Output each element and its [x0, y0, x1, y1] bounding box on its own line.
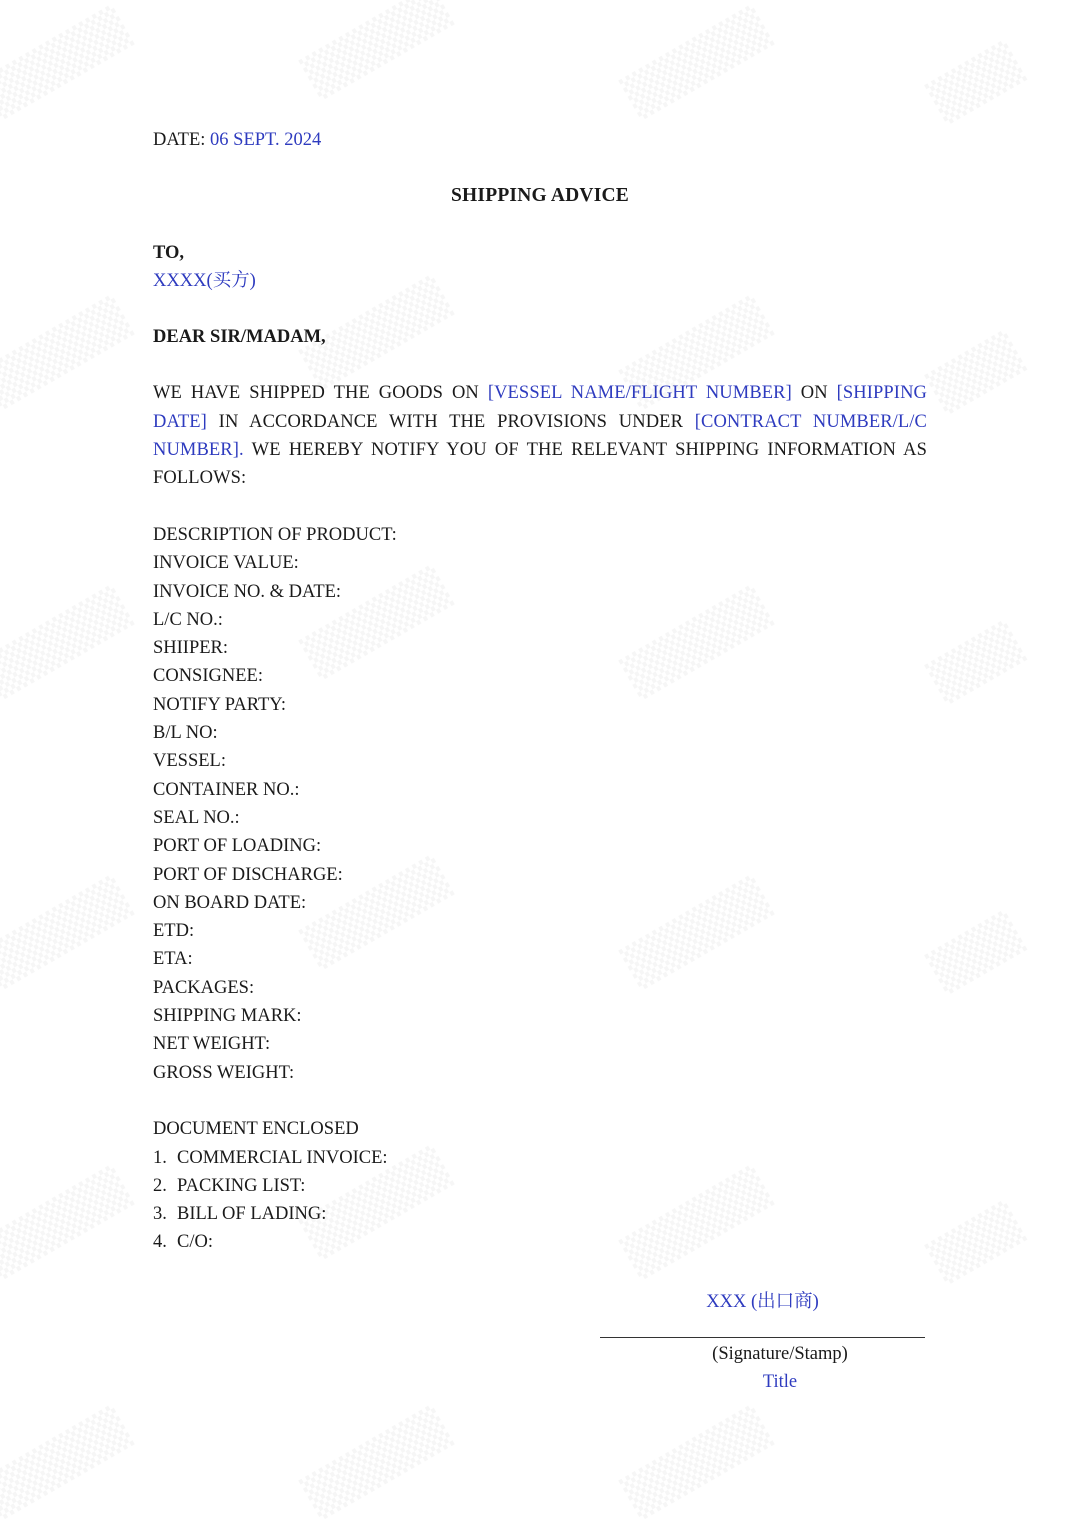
watermark-mark — [0, 1405, 135, 1522]
document-item-label: BILL OF LADING: — [177, 1204, 327, 1225]
watermark-mark — [925, 620, 1028, 706]
to-label: TO, — [153, 242, 185, 263]
watermark-mark — [619, 5, 775, 122]
field-port-of-loading: PORT OF LOADING: — [153, 836, 322, 857]
recipient-name: XXXX(买方) — [153, 270, 256, 291]
document-item — [153, 1144, 927, 1172]
shipping-fields-list — [153, 521, 927, 1087]
document-item-number: 4. — [153, 1232, 167, 1253]
field-description: DESCRIPTION OF PRODUCT: — [153, 524, 397, 545]
field-shipping-mark: SHIPPING MARK: — [153, 1006, 302, 1027]
watermark-mark — [0, 875, 135, 992]
watermark-mark — [925, 1200, 1028, 1286]
field-vessel: VESSEL: — [153, 751, 226, 772]
body-text-3: IN ACCORDANCE WITH THE PROVISIONS UNDER — [206, 411, 695, 432]
field-seal-no: SEAL NO.: — [153, 807, 240, 828]
signature-caption: (Signature/Stamp) — [712, 1344, 848, 1364]
document-item-label: COMMERCIAL INVOICE: — [177, 1147, 388, 1168]
date-value: 06 SEPT. 2024 — [210, 130, 322, 150]
letter-content — [153, 126, 927, 1257]
watermark-mark — [0, 1165, 135, 1282]
field-net-weight: NET WEIGHT: — [153, 1034, 271, 1055]
field-port-of-discharge: PORT OF DISCHARGE: — [153, 864, 343, 885]
document-item-number: 3. — [153, 1204, 167, 1225]
document-title: SHIPPING ADVICE — [451, 185, 629, 207]
date-label: DATE: — [153, 130, 206, 150]
field-gross-weight: GROSS WEIGHT: — [153, 1062, 295, 1083]
signatory-title: Title — [762, 1372, 798, 1392]
body-text-2: ON — [791, 383, 837, 404]
document-item-number: 2. — [153, 1175, 167, 1196]
documents-enclosed-title: DOCUMENT ENCLOSED — [153, 1119, 359, 1140]
salutation: DEAR SIR/MADAM, — [153, 327, 326, 348]
field-invoice-value: INVOICE VALUE: — [153, 553, 299, 574]
field-shipper: SHIIPER: — [153, 638, 229, 659]
exporter-name: XXX (出口商) — [706, 1292, 819, 1312]
shipping-date-placeholder: [SHIPPING DATE] — [153, 383, 927, 432]
field-packages: PACKAGES: — [153, 977, 255, 998]
watermark-mark — [0, 585, 135, 702]
recipient-block — [153, 239, 927, 296]
field-consignee: CONSIGNEE: — [153, 666, 263, 687]
body-text-1: WE HAVE SHIPPED THE GOODS ON — [153, 383, 488, 404]
field-bl-no: B/L NO: — [153, 723, 218, 744]
document-item-label: C/O: — [177, 1232, 213, 1253]
field-notify-party: NOTIFY PARTY: — [153, 694, 287, 715]
watermark-mark — [0, 5, 135, 122]
date-line — [153, 126, 927, 154]
field-on-board-date: ON BOARD DATE: — [153, 892, 307, 913]
document-item-number: 1. — [153, 1147, 167, 1168]
watermark-mark — [299, 1405, 455, 1522]
watermark-mark — [925, 910, 1028, 996]
contract-placeholder: [CONTRACT NUMBER/L/C NUMBER]. — [153, 411, 927, 461]
document-item — [153, 1200, 927, 1228]
field-invoice-no-date: INVOICE NO. & DATE: — [153, 581, 342, 602]
body-text-4: WE HEREBY NOTIFY YOU OF THE RELEVANT SHIPPING INFORMATION AS FOLLOWS: — [153, 440, 927, 489]
document-item — [153, 1228, 927, 1256]
signature-line — [600, 1337, 925, 1338]
document-item-label: PACKING LIST: — [177, 1175, 306, 1196]
vessel-placeholder: [VESSEL NAME/FLIGHT NUMBER] — [487, 383, 792, 404]
watermark-mark — [925, 40, 1028, 126]
field-etd: ETD: — [153, 921, 195, 942]
watermark-mark — [299, 0, 455, 101]
watermark-mark — [925, 330, 1028, 416]
watermark-mark — [0, 295, 135, 412]
body-paragraph — [153, 379, 927, 492]
documents-list — [153, 1144, 927, 1257]
document-item — [153, 1172, 927, 1200]
watermark-mark — [619, 1405, 775, 1522]
field-eta: ETA: — [153, 949, 193, 970]
field-container-no: CONTAINER NO.: — [153, 779, 300, 800]
field-lc-no: L/C NO.: — [153, 609, 223, 630]
